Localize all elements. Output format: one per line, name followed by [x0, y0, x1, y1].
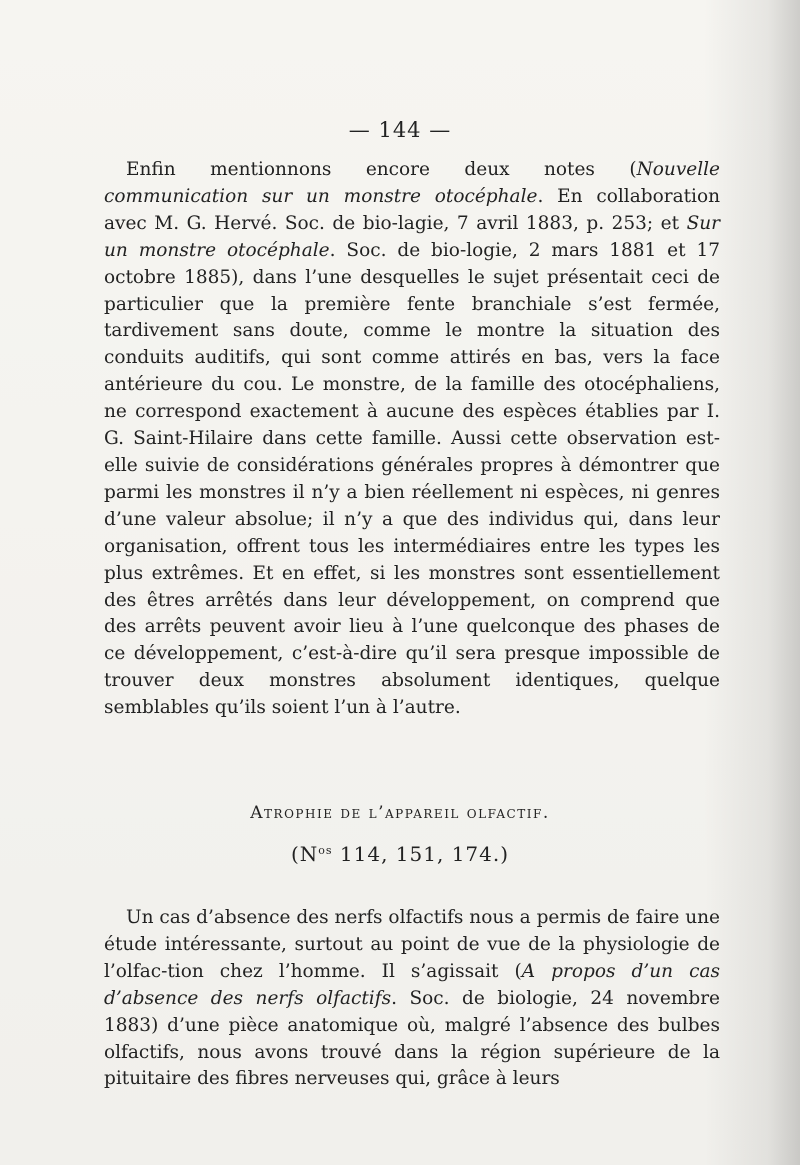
citation-title: Sur un monstre otocéphale — [104, 212, 720, 261]
refs-prefix: (N — [290, 842, 319, 866]
text-run: . Soc. de bio-logie, 2 mars 1881 et 17 octobre 1885), dans l’une desquelles le sujet présentait ceci de particulier que la première fente branchiale s’est fermée, tardivement sans doute, comme le montre la situation des conduits auditifs, qui sont comme attirés en bas, vers la face antérieure du cou. Le monstre, de la famille des otocéphaliens, ne correspond exactement à aucune des espèces établies par I. G. Saint-Hilaire dans cette famille. Aussi cette observation est-elle suivie de considérations générales propres à démontrer que parmi les monstres il n’y a bien réellement ni espèces, ni genres d’une valeur absolue; il n’y a que des individus qui, dans leur organisation, offrent tous les intermédiaires entre les types les plus extrêmes. Et en effet, si les monstres sont essentiellement des êtres arrêtés dans leur développement, on comprend que des arrêts peuvent avoir lieu à l’une quelconque des phases de ce développement, c’est-à-dire qu’il sera presque impossible de trouver deux monstres absolument identiques, quelque semblables qu’ils soient l’un à l’autre. — [104, 239, 721, 719]
text-run: . En collaboration avec M. G. Hervé. Soc. de bio-lagie, 7 avril 1883, p. 253; et — [104, 185, 720, 234]
paragraph-text — [104, 157, 720, 722]
text-run: Un cas d’absence des nerfs olfactifs nous a permis de faire une étude intéressante, surtout au point de vue de la physiologie de l’olfac-tion chez l’homme. Il s’agissait ( — [104, 907, 720, 982]
citation-title: A propos d’un cas d’absence des nerfs olfactifs — [104, 960, 720, 1009]
paragraph-olfaction — [104, 905, 720, 1093]
text-run: . Soc. de biologie, 24 novembre 1883) d’une pièce anatomique où, malgré l’absence des bulbes olfactifs, nous avons trouvé dans la région supérieure de la pituitaire des fibres nerveuses qui, grâce à leurs — [104, 987, 720, 1090]
citation-title: Nouvelle communication sur un monstre otocéphale — [104, 159, 720, 207]
paragraph-otocephale — [104, 157, 720, 722]
refs-superscript: os — [318, 844, 333, 857]
text-run: Enfin mentionnons encore deux notes ( — [126, 159, 637, 180]
section-references — [0, 842, 800, 866]
refs-numbers: 114, 151, 174.) — [332, 842, 510, 866]
paragraph-text — [104, 905, 720, 1093]
page-number: — 144 — — [348, 118, 452, 142]
section-heading: Atrophie de l’appareil olfactif. — [250, 803, 550, 823]
